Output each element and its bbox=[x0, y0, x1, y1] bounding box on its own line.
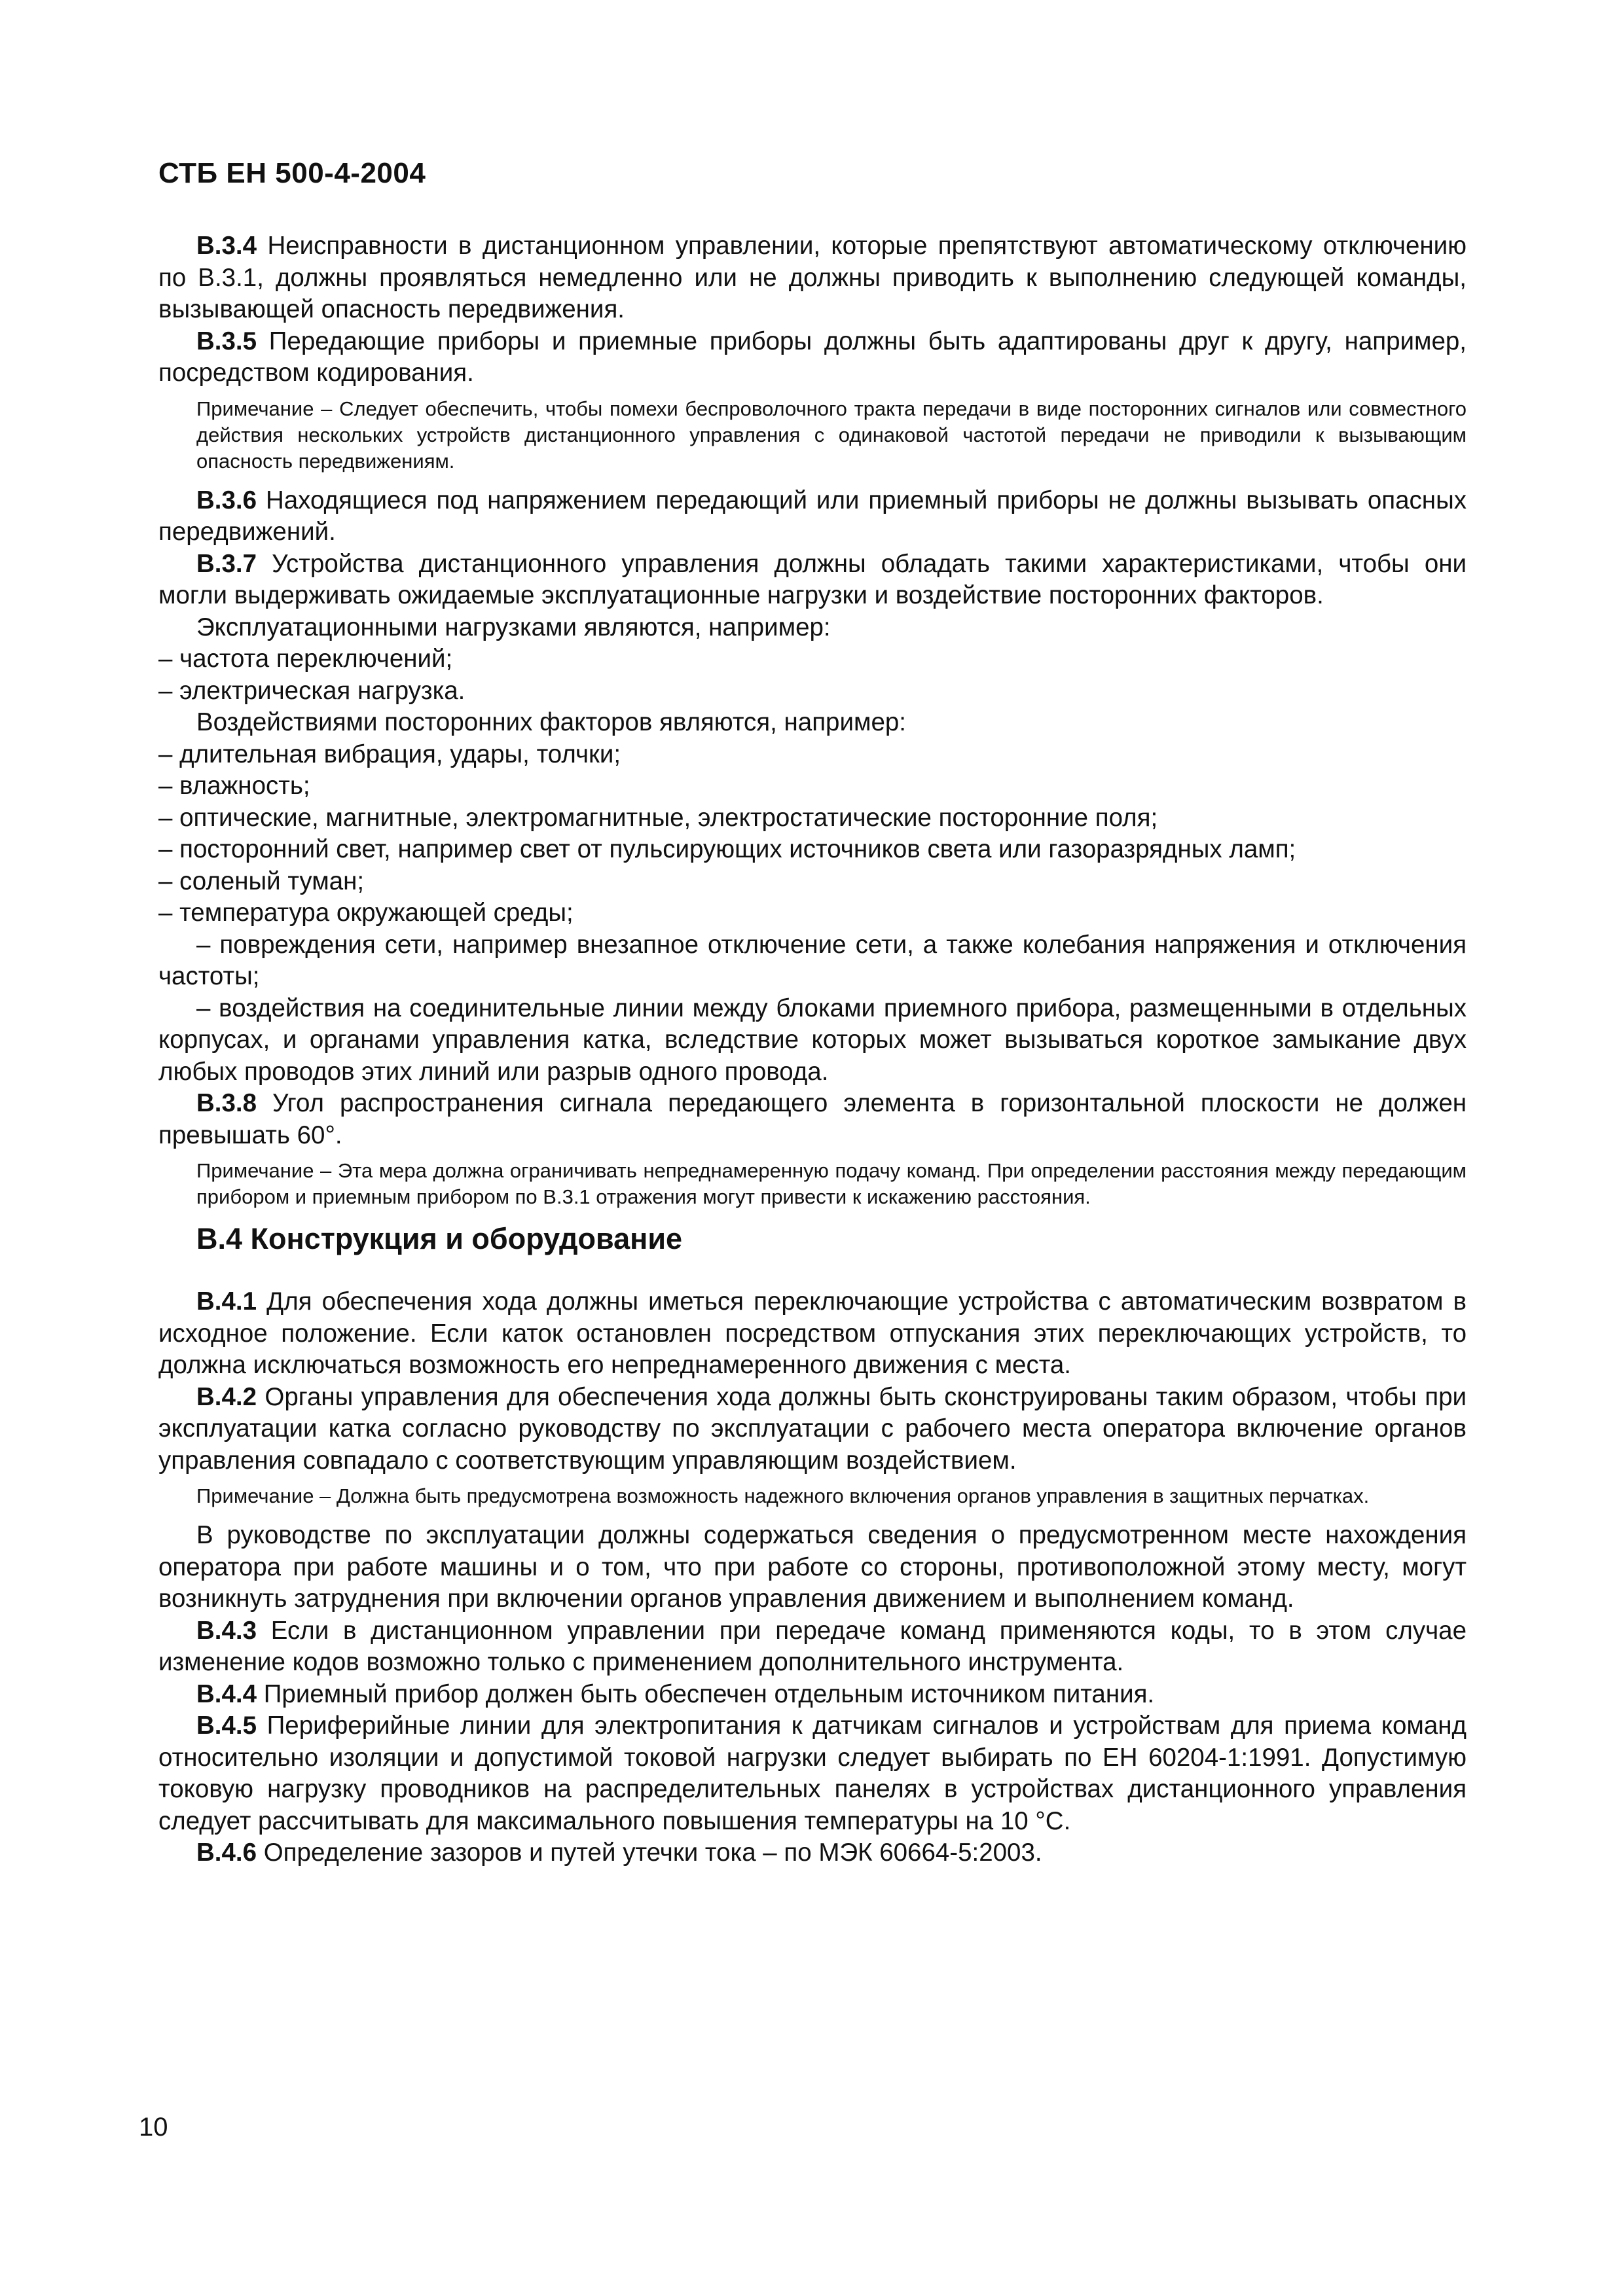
list-item: – длительная вибрация, удары, толчки; bbox=[158, 740, 621, 768]
clause-text: Если в дистанционном управлении при передаче команд применяются коды, то в этом случае изменение кодов возможно только с применением дополнительного инструмента. bbox=[158, 1616, 1467, 1676]
list-item: – повреждения сети, например внезапное отключение сети, а также колебания напряжения и отключения частоты; bbox=[158, 930, 1467, 990]
clause-text: Органы управления для обеспечения хода должны быть сконструированы таким образом, чтобы при эксплуатации катка согласно руководству по эксплуатации с рабочего места оператора включение органов управления совпадало с соответствующим управляющим воздействием. bbox=[158, 1382, 1467, 1475]
clause-text: Определение зазоров и путей утечки тока – по МЭК 60664-5:2003. bbox=[263, 1839, 1042, 1867]
factors-intro: Воздействиями посторонних факторов являются, например: bbox=[196, 708, 906, 736]
clause-number: В.3.8 bbox=[196, 1089, 257, 1117]
note-3: Примечание – Должна быть предусмотрена возможность надежного включения органов управления в защитных перчатках. bbox=[196, 1484, 1370, 1507]
clause-number: В.4.5 bbox=[196, 1712, 257, 1740]
clause-number: В.3.6 bbox=[196, 486, 257, 514]
clause-b34 bbox=[158, 230, 1467, 326]
clause-text: Приемный прибор должен быть обеспечен отдельным источником питания. bbox=[263, 1679, 1155, 1708]
clause-b38 bbox=[158, 1088, 1467, 1151]
loads-intro: Эксплуатационными нагрузками являются, например: bbox=[196, 613, 831, 641]
note-1: Примечание – Следует обеспечить, чтобы помехи беспроволочного тракта передачи в виде посторонних сигналов или совместного действия нескольких устройств дистанционного управления с одинаковой частотой передачи не приводили к вызывающим опасность передвижениям. bbox=[196, 397, 1467, 473]
clause-number: В.3.4 bbox=[196, 232, 257, 260]
clause-text: Угол распространения сигнала передающего элемента в горизонтальной плоскости не должен превышать 60°. bbox=[158, 1089, 1467, 1149]
clause-b44 bbox=[158, 1679, 1467, 1711]
clause-b42 bbox=[158, 1382, 1467, 1477]
clause-b43 bbox=[158, 1615, 1467, 1679]
clause-text: Передающие приборы и приемные приборы должны быть адаптированы друг к другу, например, посредством кодирования. bbox=[158, 327, 1467, 387]
list-item: – посторонний свет, например свет от пульсирующих источников света или газоразрядных ламп; bbox=[158, 835, 1296, 863]
clause-b35 bbox=[158, 326, 1467, 389]
clause-number: В.4.1 bbox=[196, 1287, 257, 1316]
clause-text: Неисправности в дистанционном управлении, которые препятствуют автоматическому отключению по В.3.1, должны проявляться немедленно или не должны приводить к выполнению следующей команды, вызывающей опасность передвижения. bbox=[158, 232, 1467, 323]
clause-number: В.4.4 bbox=[196, 1679, 257, 1708]
list-item: – температура окружающей среды; bbox=[158, 899, 574, 927]
clause-number: В.4.6 bbox=[196, 1839, 257, 1867]
clause-b41 bbox=[158, 1286, 1467, 1382]
clause-text: Периферийные линии для электропитания к датчикам сигналов и устройствам для приема команд относительно изоляции и допустимой токовой нагрузки следует выбирать по ЕН 60204-1:1991. Допустимую токовую нагрузку проводников на распределительных панелях в устройствах дистанционного управления следует рассчитывать для максимального повышения температуры на 10 °С. bbox=[158, 1712, 1467, 1835]
clause-number: В.4.3 bbox=[196, 1616, 257, 1645]
document-code-header: СТБ ЕН 500-4-2004 bbox=[158, 157, 426, 189]
manual-paragraph: В руководстве по эксплуатации должны содержаться сведения о предусмотренном месте нахождения оператора при работе машины и о том, что при работе со стороны, противоположной этому месту, могут возникнуть затруднения при включении органов управления движением и выполнением команд. bbox=[158, 1521, 1467, 1613]
clause-text: Для обеспечения хода должны иметься переключающие устройства с автоматическим возвратом в исходное положение. Если каток остановлен посредством отпускания этих переключающих устройств, то должна исключаться возможность его непреднамеренного движения с места. bbox=[158, 1287, 1467, 1379]
list-item: – воздействия на соединительные линии между блоками приемного прибора, размещенными в отдельных корпусах, и органами управления катка, вследствие которых может вызываться короткое замыкание двух любых проводов этих линий или разрыв одного провода. bbox=[158, 994, 1467, 1086]
clause-b46 bbox=[158, 1837, 1467, 1869]
clause-number: В.3.7 bbox=[196, 549, 257, 578]
list-item: – соленый туман; bbox=[158, 867, 365, 895]
page-number: 10 bbox=[139, 2113, 168, 2142]
section-heading-b4: В.4 Конструкция и оборудование bbox=[196, 1222, 683, 1255]
clause-number: В.3.5 bbox=[196, 327, 257, 355]
list-item: – электрическая нагрузка. bbox=[158, 676, 465, 705]
clause-text: Устройства дистанционного управления должны обладать такими характеристиками, чтобы они могли выдерживать ожидаемые эксплуатационные нагрузки и воздействие посторонних факторов. bbox=[158, 549, 1467, 609]
list-item: – влажность; bbox=[158, 772, 310, 800]
document-body bbox=[158, 230, 1467, 1869]
clause-number: В.4.2 bbox=[196, 1382, 257, 1411]
clause-b36 bbox=[158, 485, 1467, 548]
list-item: – частота переключений; bbox=[158, 645, 453, 673]
note-2: Примечание – Эта мера должна ограничивать непреднамеренную подачу команд. При определении расстояния между передающим прибором и приемным прибором по В.3.1 отражения могут привести к искажению расстояния. bbox=[196, 1159, 1467, 1208]
clause-b37 bbox=[158, 548, 1467, 612]
clause-text: Находящиеся под напряжением передающий или приемный приборы не должны вызывать опасных передвижений. bbox=[158, 486, 1467, 546]
clause-b45 bbox=[158, 1710, 1467, 1837]
list-item: – оптические, магнитные, электромагнитные, электростатические посторонние поля; bbox=[158, 803, 1158, 832]
